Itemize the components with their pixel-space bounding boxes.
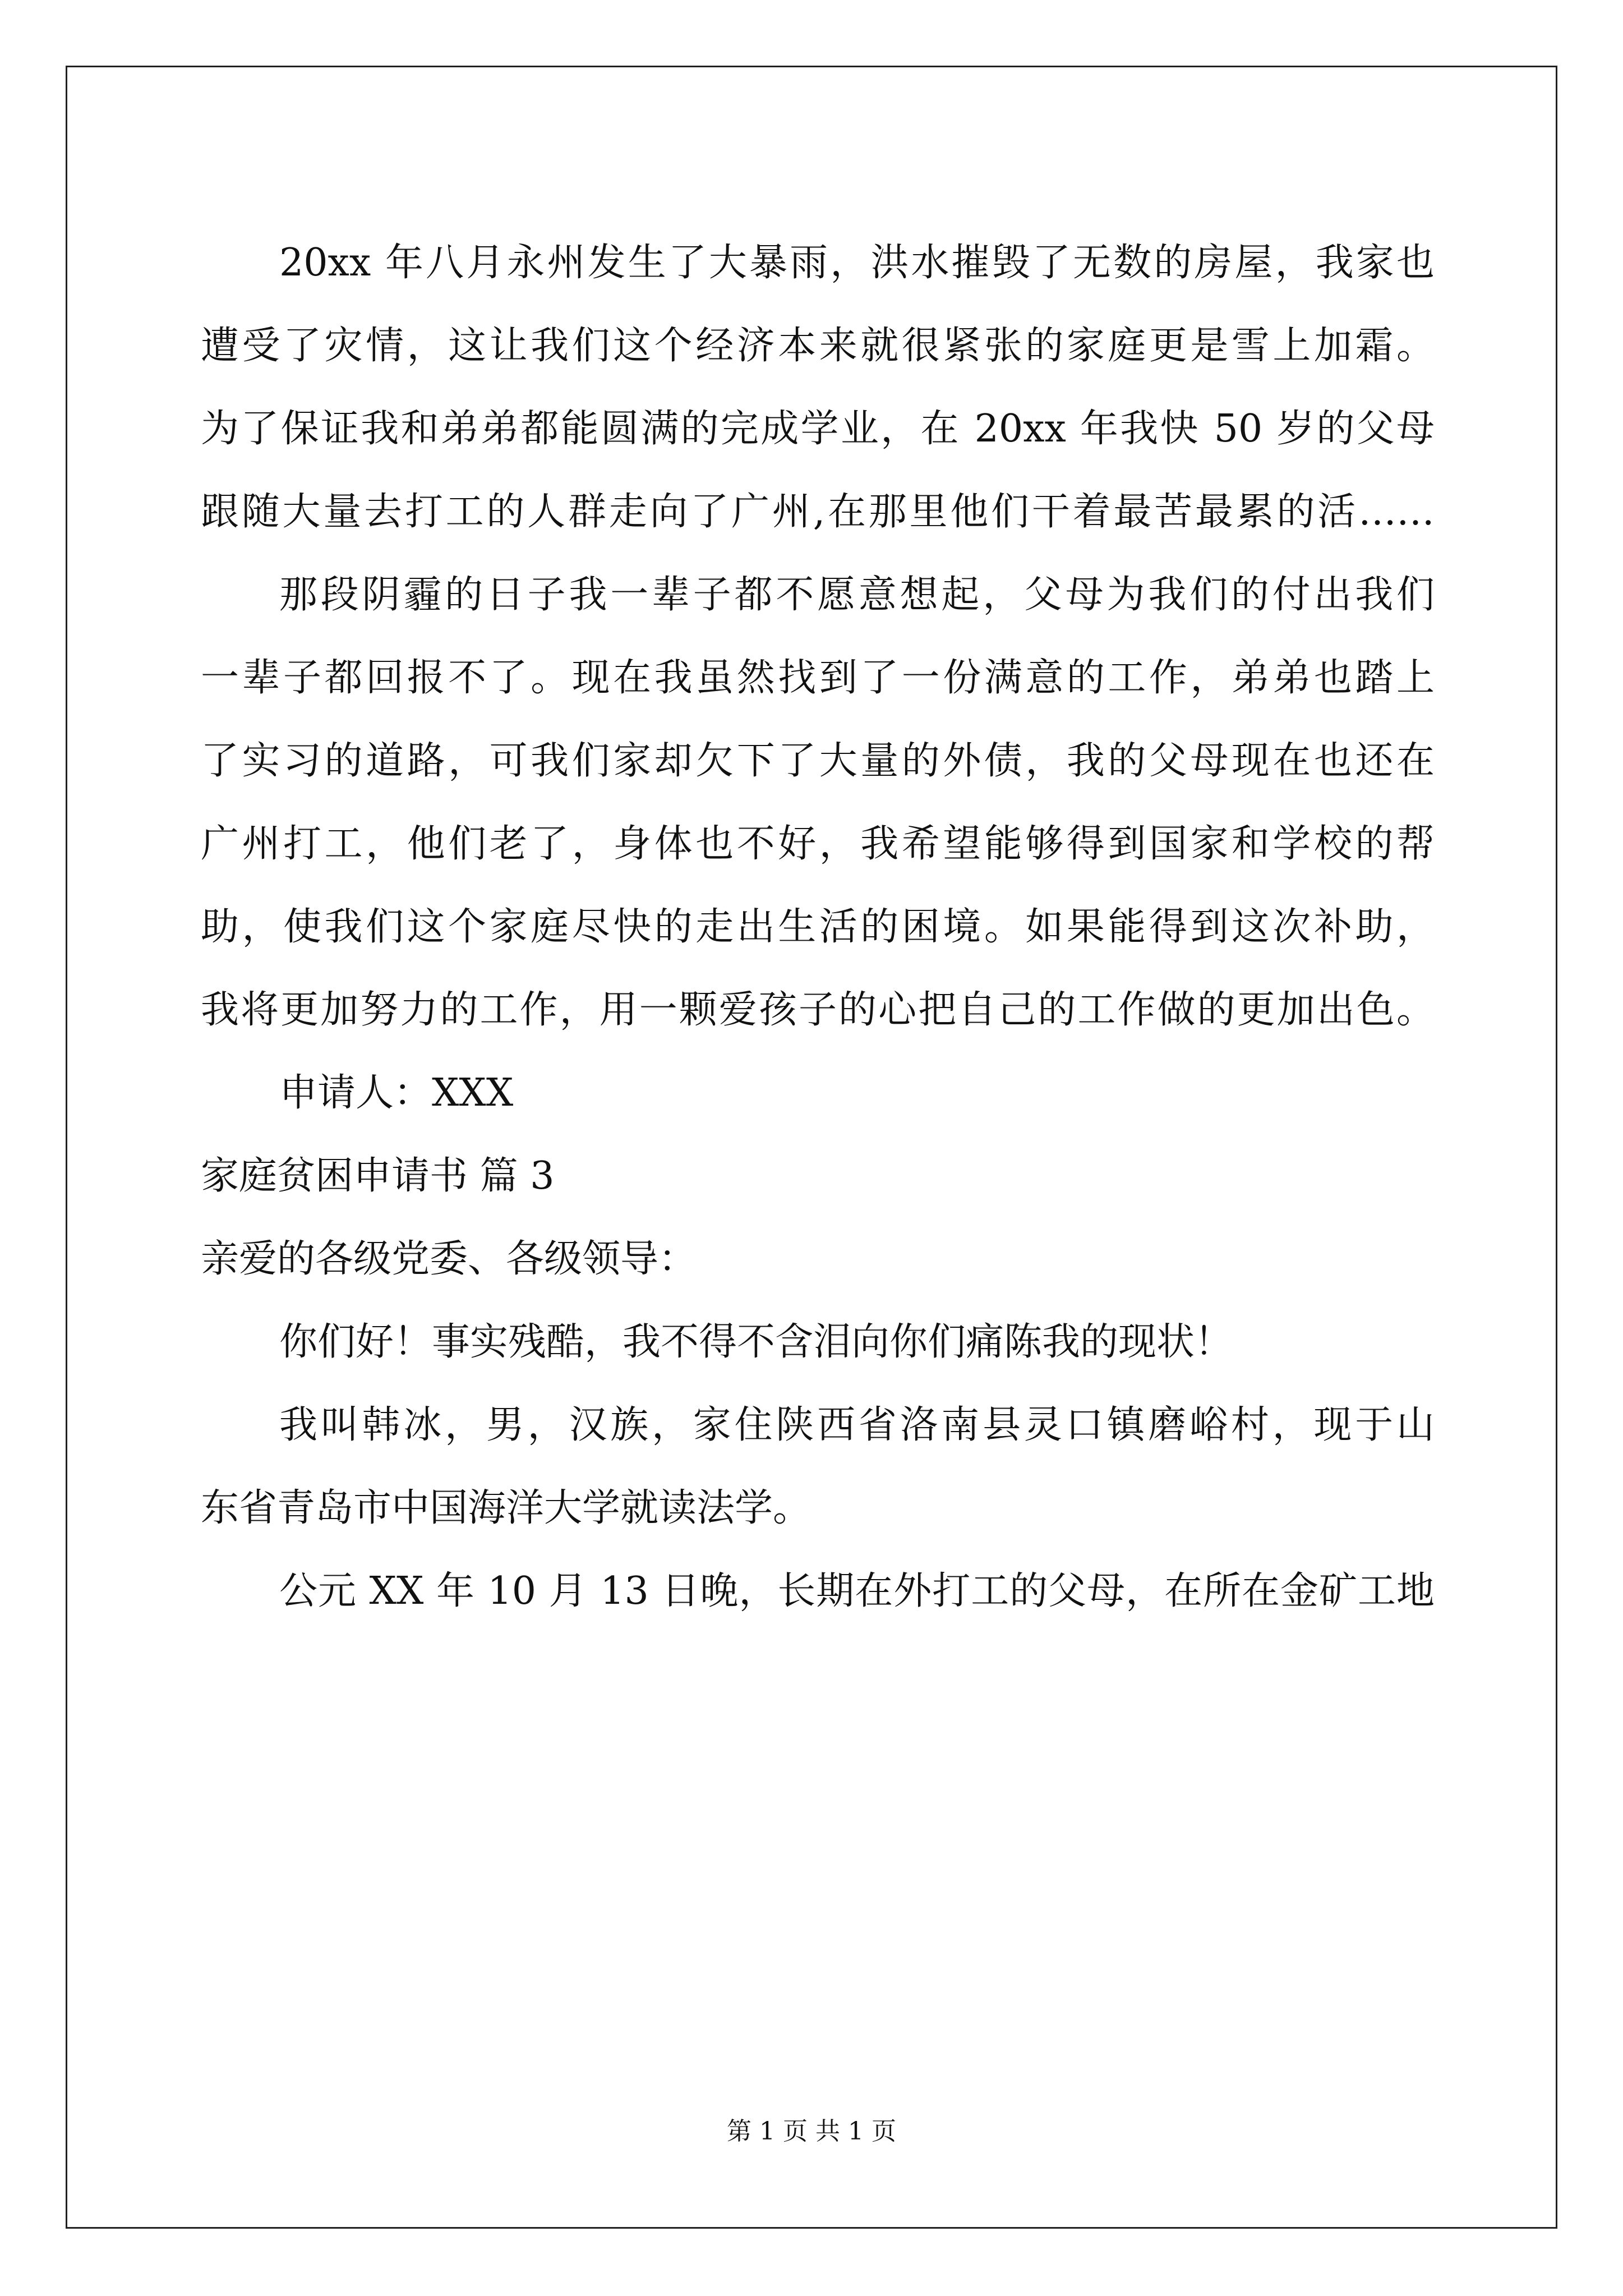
- document-body: [201, 222, 1435, 1633]
- text-line: 跟随大量去打工的人群走向了广州,在那里他们干着最苦最累的活……: [201, 490, 1435, 534]
- text-line: 那段阴霾的日子我一辈子都不愿意想起，父母为我们的付出我们: [279, 573, 1435, 617]
- text-line: 为了保证我和弟弟都能圆满的完成学业，在 20xx 年我快 50 岁的父母: [201, 407, 1435, 451]
- section-heading: 家庭贫困申请书 篇 3: [201, 1154, 555, 1198]
- page-footer: 第 1 页 共 1 页: [727, 2117, 896, 2146]
- text-line: 公元 XX 年 10 月 13 日晚，长期在外打工的父母，在所在金矿工地: [279, 1569, 1435, 1613]
- salutation: 亲爱的各级党委、各级领导：: [201, 1237, 697, 1281]
- text-line: 广州打工，他们老了，身体也不好，我希望能够得到国家和学校的帮: [201, 822, 1435, 866]
- text-line: 东省青岛市中国海洋大学就读法学。: [201, 1486, 811, 1530]
- text-line: 20xx 年八月永州发生了大暴雨，洪水摧毁了无数的房屋，我家也: [279, 241, 1435, 285]
- text-line: 助，使我们这个家庭尽快的走出生活的困境。如果能得到这次补助，: [201, 905, 1435, 949]
- text-line: 我叫韩冰，男，汉族，家住陕西省洛南县灵口镇磨峪村，现于山: [279, 1403, 1435, 1447]
- text-line: 遭受了灾情，这让我们这个经济本来就很紧张的家庭更是雪上加霜。: [201, 324, 1435, 368]
- text-line: 我将更加努力的工作，用一颗爱孩子的心把自己的工作做的更加出色。: [201, 988, 1435, 1032]
- text-line: 了实习的道路，可我们家却欠下了大量的外债，我的父母现在也还在: [201, 739, 1435, 783]
- text-line: 一辈子都回报不了。现在我虽然找到了一份满意的工作，弟弟也踏上: [201, 656, 1435, 700]
- text-line: 你们好！事实残酷，我不得不含泪向你们痛陈我的现状！: [279, 1320, 1233, 1364]
- applicant-signature: 申请人：XXX: [279, 1071, 514, 1115]
